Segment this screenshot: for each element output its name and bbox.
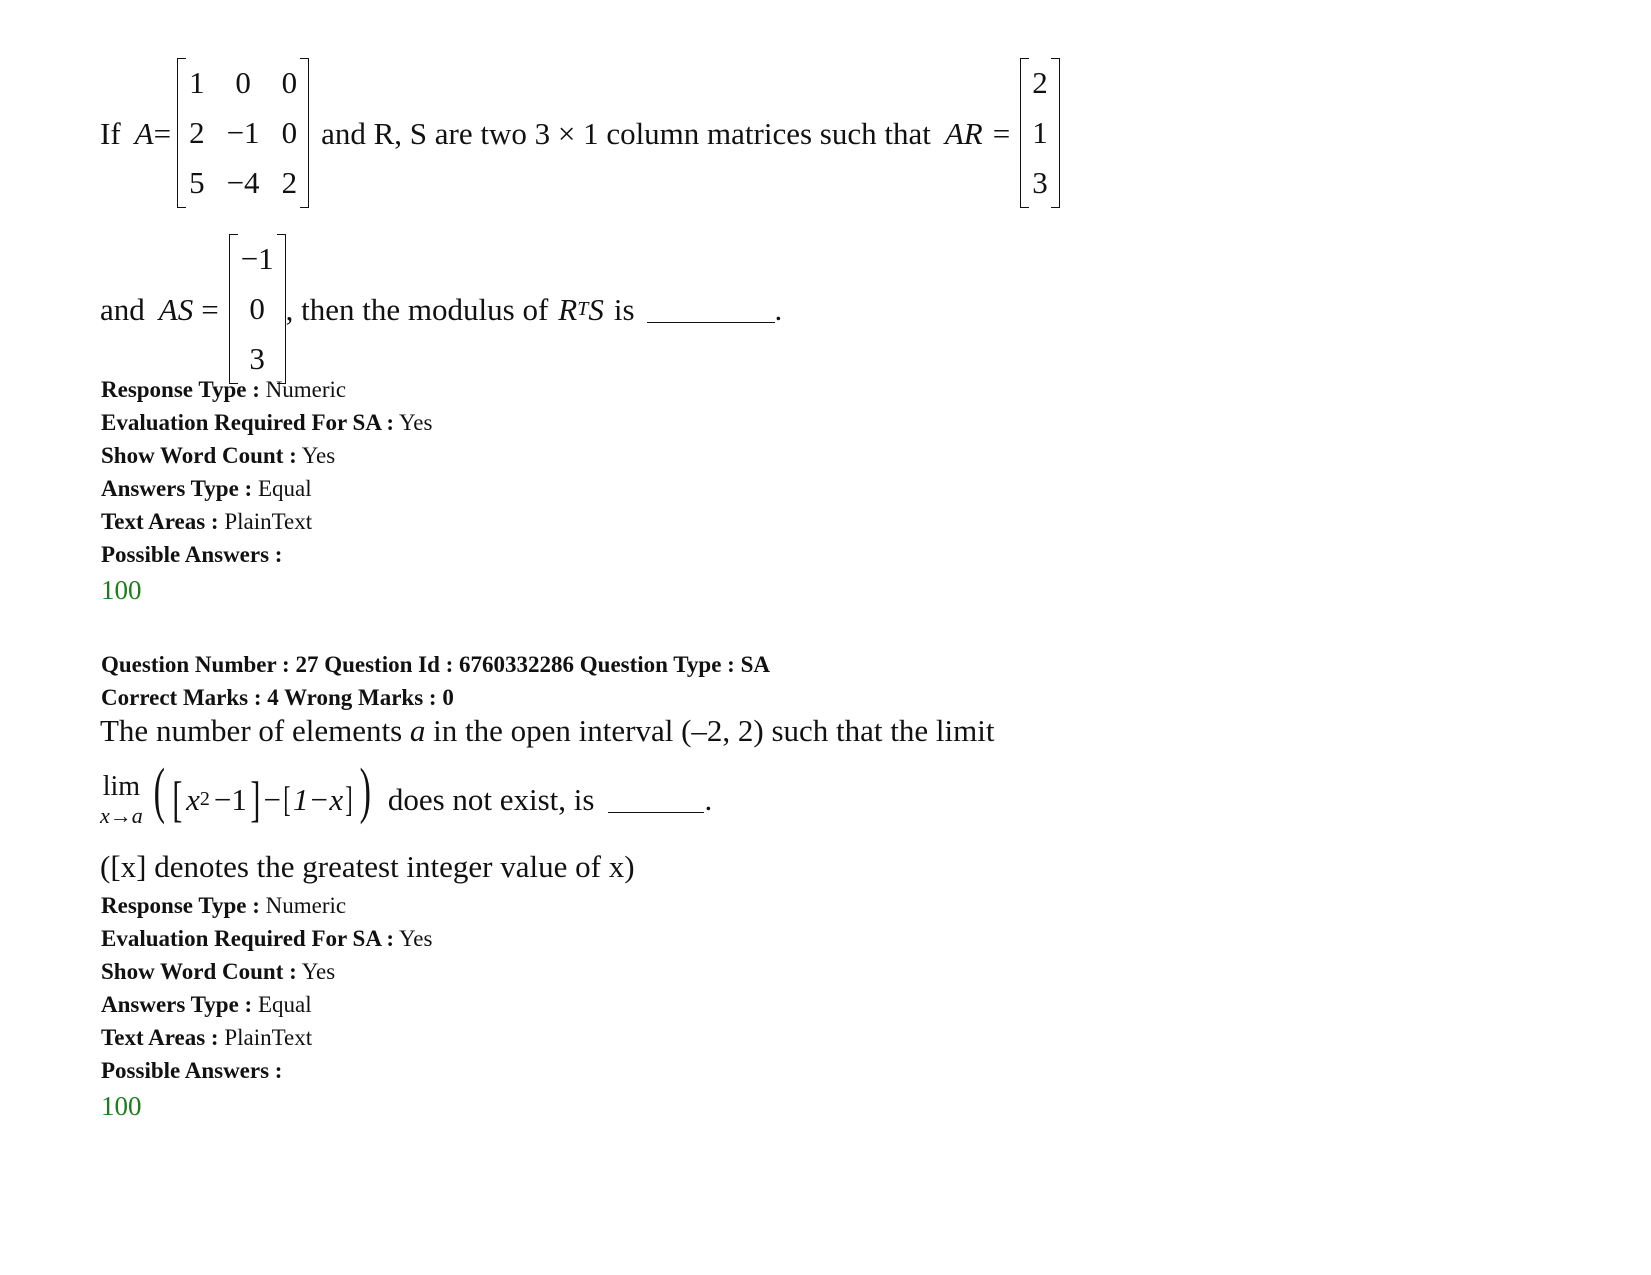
q26-then-text: , then the modulus of	[285, 291, 549, 327]
meta-value: Yes	[301, 443, 336, 468]
expr-one-minus-x: 1−x	[292, 781, 344, 817]
meta-evaluation-required	[101, 922, 432, 955]
meta-label: Evaluation Required For SA :	[101, 926, 395, 951]
meta-answers-type	[101, 472, 432, 505]
q27-text-b: in the open interval (–2, 2) such that the limit	[433, 713, 995, 748]
q26-and-text: and	[100, 291, 145, 327]
meta-response-type	[101, 373, 432, 406]
meta-show-word-count	[101, 955, 432, 988]
right-paren: )	[359, 757, 372, 825]
meta-answers-type	[101, 988, 432, 1021]
q26-intro: If	[100, 115, 121, 151]
q26-is-text: is	[613, 291, 635, 327]
meta-value: Yes	[399, 926, 433, 951]
q26-mid-text: and R, S are two 3 × 1 column matrices such that	[321, 115, 931, 151]
matrix-a-cell: 0	[281, 65, 298, 100]
meta-label: Response Type :	[101, 377, 260, 402]
meta-value: Equal	[257, 476, 312, 501]
answer-blank	[647, 296, 775, 323]
meta-label: Answers Type :	[101, 992, 253, 1017]
matrix-ar	[1020, 58, 1060, 208]
meta-possible-answers	[101, 538, 432, 571]
q26-metadata	[101, 373, 432, 606]
marks-info-line: Correct Marks : 4 Wrong Marks : 0	[101, 685, 454, 710]
matrix-a-cell: −4	[226, 165, 260, 200]
meta-label: Show Word Count :	[101, 443, 297, 468]
q26-ar-eq: =	[992, 115, 1011, 151]
answer-blank	[608, 786, 704, 813]
meta-value: Yes	[301, 959, 336, 984]
q27-note: ([x] denotes the greatest integer value of x)	[100, 849, 635, 884]
meta-text-areas	[101, 1021, 432, 1054]
q26-eq: =	[153, 115, 172, 151]
meta-value: PlainText	[224, 509, 313, 534]
meta-value: Yes	[399, 410, 433, 435]
matrix-a-cell: 0	[235, 65, 251, 100]
possible-answer-value: 100	[101, 1091, 142, 1121]
meta-label: Response Type :	[101, 893, 260, 918]
expr-x: x	[186, 781, 200, 817]
matrix-a-cell: 1	[189, 65, 205, 100]
lim-subscript: x→a	[100, 803, 143, 828]
meta-label: Text Areas :	[101, 1025, 219, 1050]
q27-header	[101, 648, 770, 714]
q27-metadata	[101, 889, 432, 1122]
matrix-as-cell: 3	[249, 341, 265, 376]
matrix-a-cell: 0	[281, 115, 298, 150]
meta-value: Numeric	[265, 377, 347, 402]
meta-label: Show Word Count :	[101, 959, 297, 984]
q26-period: .	[774, 291, 783, 327]
matrix-ar-cell: 3	[1032, 165, 1048, 200]
meta-evaluation-required	[101, 406, 432, 439]
q26-a-label: A	[134, 115, 154, 151]
meta-label: Possible Answers :	[101, 1058, 283, 1083]
q26-t-superscript: T	[577, 298, 589, 320]
q26-ar-label: AR	[944, 115, 983, 151]
q27-variable-a: a	[409, 713, 426, 748]
matrix-as	[229, 234, 286, 384]
expr-minus: −	[263, 781, 281, 817]
meta-possible-answers	[101, 1054, 432, 1087]
matrix-a-cell: 2	[189, 115, 205, 150]
right-bracket: ]	[345, 779, 353, 819]
meta-label: Evaluation Required For SA :	[101, 410, 395, 435]
left-bracket: [	[283, 779, 291, 819]
expr-minus-one: −1	[213, 781, 247, 817]
q27-limit-line	[100, 757, 713, 828]
matrix-a-cell: −1	[226, 115, 260, 150]
meta-value: Equal	[257, 992, 312, 1017]
left-paren: (	[153, 757, 165, 825]
meta-value: Numeric	[265, 893, 347, 918]
matrix-ar-cell: 2	[1032, 65, 1048, 100]
q26-equation-line2	[100, 234, 782, 384]
meta-label: Text Areas :	[101, 509, 219, 534]
limit-operator	[100, 770, 143, 828]
matrix-a	[177, 58, 309, 208]
lim-text: lim	[102, 771, 141, 802]
q27-line2-tail: does not exist, is	[387, 781, 595, 817]
meta-text-areas	[101, 505, 432, 538]
q26-as-label: AS	[158, 291, 194, 327]
expr-exponent: 2	[199, 788, 210, 810]
left-floor-bracket: [	[172, 771, 183, 827]
q26-equation-line1	[100, 58, 1060, 208]
q26-r: R	[558, 291, 578, 327]
matrix-as-cell: −1	[240, 241, 274, 276]
question-info-line: Question Number : 27 Question Id : 6760332286 Question Type : SA	[101, 652, 770, 677]
matrix-a-cell: 2	[281, 165, 298, 200]
q27-period: .	[704, 781, 713, 817]
q27-text-line1	[100, 715, 994, 746]
meta-label: Possible Answers :	[101, 542, 283, 567]
meta-show-word-count	[101, 439, 432, 472]
matrix-ar-cell: 1	[1032, 115, 1048, 150]
right-floor-bracket: ]	[250, 771, 261, 827]
q27-text-a: The number of elements	[100, 713, 403, 748]
meta-label: Answers Type :	[101, 476, 253, 501]
matrix-a-cell: 5	[189, 165, 205, 200]
meta-value: PlainText	[224, 1025, 313, 1050]
meta-response-type	[101, 889, 432, 922]
matrix-as-cell: 0	[249, 291, 265, 326]
q26-s: S	[588, 291, 604, 327]
q26-as-eq: =	[201, 291, 219, 327]
possible-answer-value: 100	[101, 575, 142, 605]
